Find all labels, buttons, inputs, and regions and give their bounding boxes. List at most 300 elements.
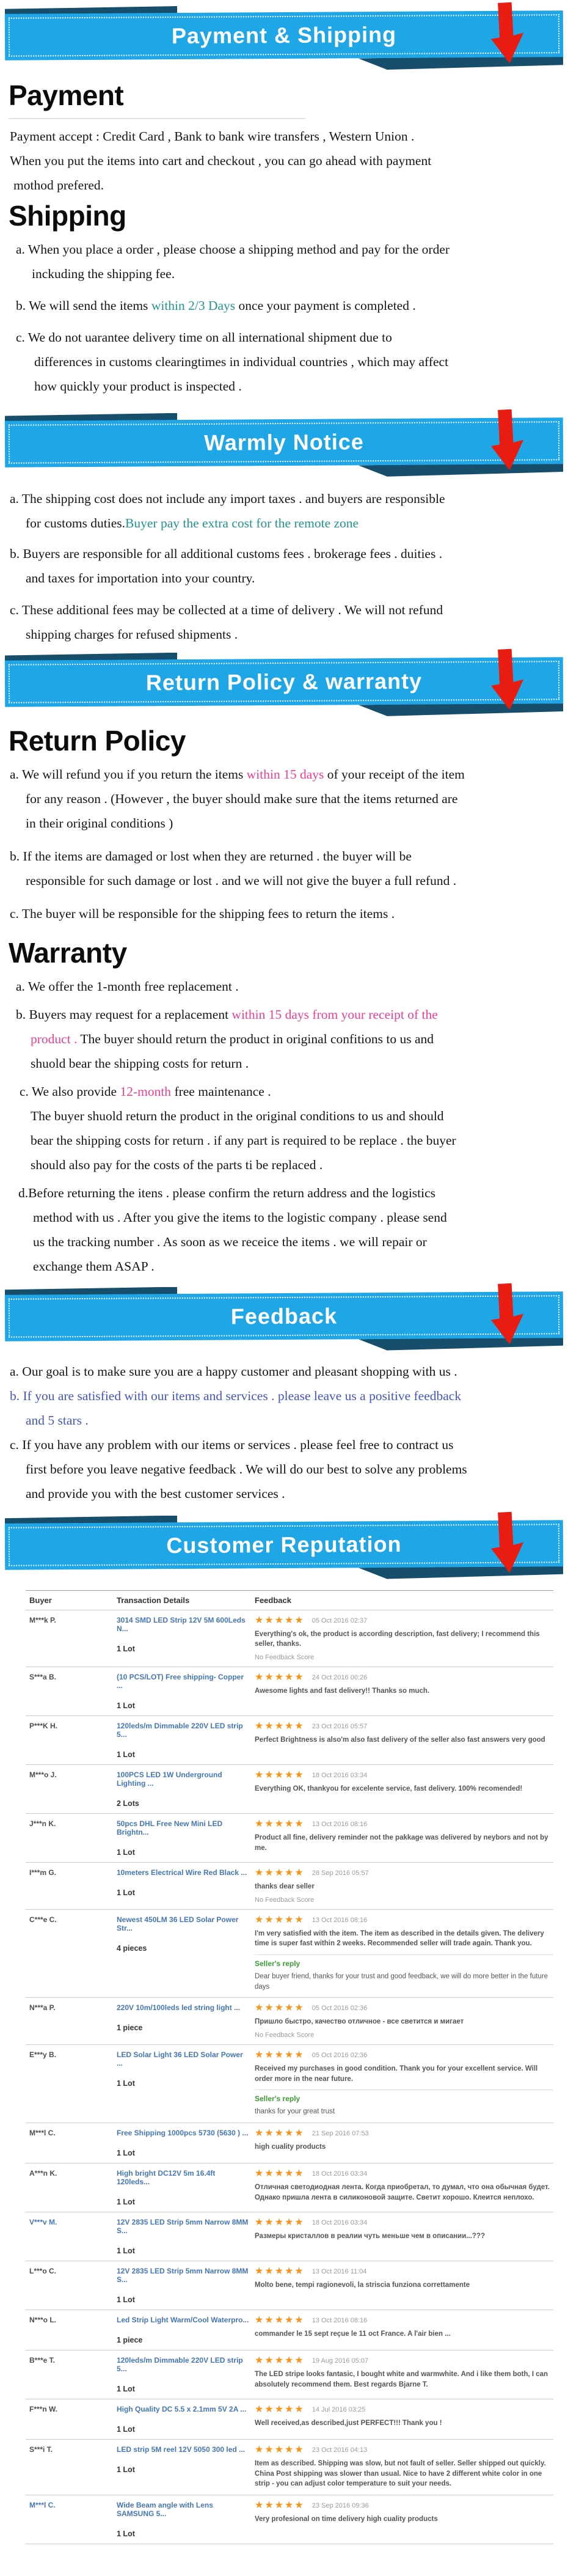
buyer-name: P***K H. bbox=[29, 1721, 58, 1730]
five-star-rating-icon: ★★★★★ bbox=[255, 2003, 305, 2014]
text-segment: a. When you place a order , please choose a shipping method and pay for the order bbox=[16, 241, 450, 257]
banner-return-policy-warranty bbox=[0, 647, 579, 717]
text-segment: c. The buyer will be responsible for the shipping fees to return the items . bbox=[10, 906, 395, 921]
product-link[interactable]: 12V 2835 LED Strip 5mm Narrow 8MM S... bbox=[117, 2266, 249, 2284]
feedback-text: high cuality products bbox=[255, 2143, 326, 2151]
order-quantity: 1 Lot bbox=[117, 2465, 135, 2474]
text-segment: b. If the items are damaged or lost when they are returned . the buyer will be bbox=[10, 848, 412, 864]
feedback-date: 18 Oct 2016 03:34 bbox=[311, 2170, 368, 2178]
text-line bbox=[0, 1254, 557, 1279]
text-line bbox=[0, 1230, 557, 1254]
text-line bbox=[0, 566, 557, 590]
text-line bbox=[0, 237, 557, 262]
heading-shipping: Shipping bbox=[9, 199, 126, 232]
text-line bbox=[0, 1104, 557, 1128]
feedback-cell bbox=[255, 2169, 553, 2206]
feedback-text: Received my purchases in good condition. Thank you for your excellent service. Will order more in the near future. bbox=[255, 2064, 538, 2083]
transaction-details-cell bbox=[117, 2356, 250, 2393]
no-feedback-score-label: No Feedback Score bbox=[255, 1653, 315, 1661]
feedback-cell bbox=[255, 2129, 553, 2157]
five-star-rating-icon: ★★★★★ bbox=[255, 1615, 305, 1626]
feedback-table-row bbox=[26, 2350, 553, 2399]
text-segment: free maintenance . bbox=[171, 1084, 271, 1099]
text-line bbox=[0, 974, 557, 999]
text-segment: differences in customs clearingtimes in individual countries , which may affect bbox=[34, 354, 449, 369]
text-segment: and 5 stars . bbox=[26, 1412, 89, 1428]
text-line bbox=[0, 1181, 557, 1205]
transaction-details-cell bbox=[117, 2129, 250, 2157]
text-line bbox=[0, 1433, 557, 1457]
order-quantity: 1 Lot bbox=[117, 2384, 135, 2393]
feedback-text: I'm very satisfied with the item. The item as described in the details given. The delivery time is super fast within 2 weeks. Recommended seller will trade again. Thank you. bbox=[255, 1929, 544, 1948]
banner-title: Payment & Shipping bbox=[171, 21, 397, 49]
buyer-name: M***l C. bbox=[29, 2500, 56, 2509]
feedback-meta bbox=[255, 2445, 553, 2455]
feedback-text: Отличная светодиодная лента. Когда приобретал, то думал, что она обычная будет. Однако пришла лента в силиконовой защите. Светит хорошо. Клеится неплохо. bbox=[255, 2183, 550, 2201]
five-star-rating-icon: ★★★★★ bbox=[255, 1914, 305, 1925]
text-line bbox=[0, 173, 557, 197]
text-line bbox=[0, 1079, 557, 1104]
feedback-text: The LED stripe looks fantasic, I bought white and warmwhite. And i like them both, I can absolutely recommend them. Best regards Bjarne T. bbox=[255, 2370, 548, 2388]
buyer-name: M***l C. bbox=[29, 2128, 56, 2137]
five-star-rating-icon: ★★★★★ bbox=[255, 2266, 305, 2277]
feedback-date: 13 Oct 2016 08:16 bbox=[311, 1820, 368, 1828]
text-line bbox=[0, 511, 557, 535]
text-segment: shuold bear the shipping costs for return . bbox=[31, 1055, 249, 1071]
five-star-rating-icon: ★★★★★ bbox=[255, 2404, 305, 2415]
text-line bbox=[0, 762, 557, 787]
feedback-meta bbox=[255, 2501, 553, 2511]
text-segment: in their original conditions ) bbox=[26, 815, 173, 831]
seller-reply-text: Dear buyer friend, thanks for your trust and good feedback, we will do more better in the future days bbox=[255, 1972, 548, 1991]
seller-reply-label: Seller's reply bbox=[255, 2094, 300, 2104]
feedback-table-row bbox=[26, 2163, 553, 2212]
feedback-cell bbox=[255, 2003, 553, 2039]
feedback-cell bbox=[255, 1722, 553, 1759]
five-star-rating-icon: ★★★★★ bbox=[255, 2314, 305, 2325]
feedback-date: 28 Sep 2016 05:57 bbox=[311, 1869, 369, 1877]
feedback-table bbox=[26, 1590, 553, 2544]
bottom-spacer bbox=[0, 2544, 579, 2576]
feedback-meta bbox=[255, 2356, 553, 2366]
text-segment: c. These additional fees may be collected at a time of delivery . We will not refund bbox=[10, 602, 443, 617]
text-line bbox=[0, 1481, 557, 1506]
product-link[interactable]: High Quality DC 5.5 x 2.1mm 5V 2A ... bbox=[117, 2404, 247, 2413]
feedback-meta bbox=[255, 2316, 553, 2325]
feedback-meta bbox=[255, 2003, 553, 2013]
five-star-rating-icon: ★★★★★ bbox=[255, 1671, 305, 1682]
text-line bbox=[0, 350, 557, 374]
buyer-name: J***n K. bbox=[29, 1819, 56, 1828]
buyer-name: L***o C. bbox=[29, 2266, 57, 2275]
banner-title: Feedback bbox=[230, 1303, 338, 1329]
product-link[interactable]: 3014 SMD LED Strip 12V 5M 600Leds N... bbox=[117, 1615, 246, 1633]
text-line bbox=[0, 486, 557, 511]
feedback-text: Everything OK, thankyou for excelente service, fast delivery. 100% recomended! bbox=[255, 1785, 523, 1793]
order-quantity: 2 Lots bbox=[117, 1799, 139, 1808]
buyer-name: S***a B. bbox=[29, 1672, 57, 1681]
transaction-details-cell bbox=[117, 1673, 250, 1710]
product-link[interactable]: 50pcs DHL Free New Mini LED Brightn... bbox=[117, 1819, 223, 1837]
feedback-table-row bbox=[26, 1910, 553, 1998]
feedback-text: Very profesional on time delivery high cuality products bbox=[255, 2515, 438, 2523]
feedback-text: thanks dear seller bbox=[255, 1882, 315, 1890]
five-star-rating-icon: ★★★★★ bbox=[255, 2444, 305, 2455]
transaction-details-cell bbox=[117, 2405, 250, 2434]
order-quantity: 1 Lot bbox=[117, 1701, 135, 1710]
transaction-details-cell bbox=[117, 1616, 250, 1661]
five-star-rating-icon: ★★★★★ bbox=[255, 2355, 305, 2366]
feedback-date: 05 Oct 2016 02:36 bbox=[311, 2005, 368, 2013]
product-link[interactable]: 120leds/m Dimmable 220V LED strip 5... bbox=[117, 1721, 243, 1739]
feedback-date: 19 Aug 2016 05:07 bbox=[311, 2357, 369, 2365]
buyer-name: V***v M. bbox=[29, 2217, 57, 2226]
feedback-meta bbox=[255, 1868, 553, 1878]
feedback-meta bbox=[255, 1673, 553, 1682]
feedback-meta bbox=[255, 2267, 553, 2277]
product-link[interactable]: 10meters Electrical Wire Red Black ... bbox=[117, 1868, 247, 1877]
feedback-meta bbox=[255, 2129, 553, 2138]
text-segment: of your receipt of the item bbox=[324, 766, 465, 782]
text-segment: for customs duties. bbox=[26, 515, 126, 530]
feedback-cell bbox=[255, 1868, 553, 1904]
order-quantity: 1 Lot bbox=[117, 2079, 135, 2088]
order-quantity: 1 piece bbox=[117, 2335, 143, 2344]
no-feedback-score-label: No Feedback Score bbox=[255, 2031, 315, 2039]
red-down-arrow-icon bbox=[486, 1508, 527, 1577]
text-segment: product . bbox=[31, 1031, 78, 1046]
feedback-table-row bbox=[26, 1814, 553, 1863]
product-link[interactable]: LED strip 5M reel 12V 5050 300 led ... bbox=[117, 2445, 246, 2454]
feedback-cell bbox=[255, 2405, 553, 2434]
no-feedback-score-label: No Feedback Score bbox=[255, 1896, 315, 1904]
banner-title: Customer Reputation bbox=[166, 1531, 402, 1558]
feedback-table-row bbox=[26, 2045, 553, 2123]
buyer-name: M***o J. bbox=[29, 1770, 57, 1779]
feedback-table-row bbox=[26, 2440, 553, 2495]
feedback-meta bbox=[255, 1915, 553, 1925]
heading-return-policy: Return Policy bbox=[9, 724, 186, 757]
text-line bbox=[0, 374, 557, 398]
text-segment: c. We do not uarantee delivery time on all international shipment due to bbox=[16, 329, 392, 345]
order-quantity: 1 Lot bbox=[117, 2148, 135, 2157]
banner-title: Return Policy & warranty bbox=[145, 668, 423, 695]
banner-payment-shipping bbox=[0, 0, 579, 71]
text-segment: 12-month bbox=[120, 1084, 172, 1099]
feedback-table-row bbox=[26, 2399, 553, 2440]
red-down-arrow-icon bbox=[486, 406, 527, 475]
feedback-table-row bbox=[26, 2123, 553, 2163]
order-quantity: 1 Lot bbox=[117, 1644, 135, 1653]
feedback-text: Everything's ok, the product is according description, fast delivery; I recommend this seller, thanks. bbox=[255, 1630, 540, 1648]
five-star-rating-icon: ★★★★★ bbox=[255, 2217, 305, 2228]
buyer-name: N***a P. bbox=[29, 2003, 56, 2013]
order-quantity: 1 Lot bbox=[117, 1750, 135, 1759]
feedback-table-row bbox=[26, 1998, 553, 2045]
text-line bbox=[0, 901, 557, 926]
text-line bbox=[0, 1359, 557, 1384]
text-segment: b. If you are satisfied with our items and services . please leave us a positive feedback bbox=[10, 1388, 462, 1403]
feedback-rows bbox=[26, 1610, 553, 2544]
feedback-text: Well received,as described,just PERFECT!!! Thank you ! bbox=[255, 2419, 442, 2427]
buyer-name: S***i T. bbox=[29, 2445, 53, 2454]
text-line bbox=[0, 1384, 557, 1408]
feedback-table-row bbox=[26, 1667, 553, 1716]
feedback-meta bbox=[255, 1771, 553, 1780]
text-segment: bear the shipping costs for return . if any part is required to be replace . the buyer bbox=[31, 1132, 456, 1148]
ribbon-bar bbox=[5, 1520, 563, 1570]
banner-title: Warmly Notice bbox=[203, 428, 364, 455]
feedback-meta bbox=[255, 2405, 553, 2415]
feedback-cell bbox=[255, 2501, 553, 2538]
order-quantity: 1 piece bbox=[117, 2024, 143, 2033]
product-link[interactable]: Free Shipping 1000pcs 5730 (5630 ) ... bbox=[117, 2128, 249, 2137]
text-line bbox=[0, 293, 557, 318]
transaction-details-cell bbox=[117, 1819, 250, 1857]
feedback-cell bbox=[255, 2050, 553, 2117]
transaction-details-cell bbox=[117, 2218, 250, 2255]
buyer-name: A***n K. bbox=[29, 2168, 57, 2178]
product-link[interactable]: (10 PCS/LOT) Free shipping- Copper ... bbox=[117, 1672, 244, 1690]
text-line bbox=[0, 1051, 557, 1076]
feedback-text: Perfect Brightness is also'm also fast delivery of the seller also fast answers very good bbox=[255, 1736, 545, 1744]
text-line bbox=[0, 844, 557, 868]
buyer-name: M***k P. bbox=[29, 1615, 56, 1624]
feedback-date: 23 Oct 2016 04:13 bbox=[311, 2446, 368, 2454]
red-down-arrow-icon bbox=[486, 645, 527, 714]
column-header-transaction-details: Transaction Details bbox=[117, 1595, 190, 1605]
order-quantity: 1 Lot bbox=[117, 2246, 135, 2255]
feedback-table-row bbox=[26, 2261, 553, 2310]
text-segment: and taxes for importation into your country. bbox=[26, 570, 255, 585]
ribbon-bar bbox=[5, 1291, 563, 1341]
feedback-meta bbox=[255, 2050, 553, 2060]
transaction-details-cell bbox=[117, 2501, 250, 2538]
feedback-date: 05 Oct 2016 02:36 bbox=[311, 2051, 368, 2059]
payment-paragraph bbox=[0, 124, 557, 197]
banner-customer-reputation bbox=[0, 1510, 579, 1580]
text-segment: within 2/3 Days bbox=[151, 298, 236, 313]
text-segment: c. We also provide bbox=[20, 1084, 120, 1099]
feedback-meta bbox=[255, 2218, 553, 2228]
product-link[interactable]: 12V 2835 LED Strip 5mm Narrow 8MM S... bbox=[117, 2217, 249, 2235]
warranty-paragraph bbox=[0, 974, 557, 1279]
text-segment: Buyer pay the extra cost for the remote zone bbox=[125, 515, 359, 530]
text-line bbox=[0, 541, 557, 566]
feedback-text: Product all fine, delivery reminder not the pakkage was delivered by neybors and not by me. bbox=[255, 1833, 548, 1852]
transaction-details-cell bbox=[117, 2003, 250, 2039]
transaction-details-cell bbox=[117, 1771, 250, 1808]
order-quantity: 1 Lot bbox=[117, 2197, 135, 2206]
order-quantity: 4 pieces bbox=[117, 1943, 147, 1953]
buyer-name: E***y B. bbox=[29, 2050, 57, 2059]
text-segment: for any reason . (However , the buyer should make sure that the items returned are bbox=[26, 791, 458, 806]
feedback-text: Пришло быстро, качество отличное - все светится и мигает bbox=[255, 2018, 464, 2026]
feedback-meta bbox=[255, 2169, 553, 2179]
transaction-details-cell bbox=[117, 1915, 250, 1992]
order-quantity: 1 Lot bbox=[117, 2295, 135, 2304]
feedback-meta bbox=[255, 1819, 553, 1829]
text-segment: and provide you with the best customer services . bbox=[26, 1486, 285, 1501]
text-line bbox=[0, 149, 557, 173]
banner-warmly-notice bbox=[0, 407, 579, 478]
text-segment: When you put the items into cart and checkout , you can go ahead with payment bbox=[10, 153, 432, 168]
transaction-details-cell bbox=[117, 2267, 250, 2304]
text-segment: The buyer should return the product in original confitions to us and bbox=[77, 1031, 434, 1046]
text-line bbox=[0, 787, 557, 811]
text-segment: a. We will refund you if you return the items bbox=[10, 766, 247, 782]
text-line bbox=[0, 1128, 557, 1153]
return-policy-paragraph bbox=[0, 762, 557, 926]
feedback-cell bbox=[255, 1819, 553, 1857]
feedback-date: 21 Sep 2016 07:53 bbox=[311, 2129, 369, 2137]
feedback-text: commander le 15 sept reçue le 11 oct France. A l'air bien ... bbox=[255, 2330, 451, 2338]
text-segment: within 15 days from your receipt of the bbox=[231, 1007, 438, 1022]
text-segment: The buyer shuold return the product in the original conditions to us and should bbox=[31, 1108, 444, 1123]
transaction-details-cell bbox=[117, 2050, 250, 2117]
shipping-paragraph bbox=[0, 237, 557, 398]
text-segment: mothod prefered. bbox=[13, 177, 104, 193]
order-quantity: 1 Lot bbox=[117, 1888, 135, 1897]
product-link[interactable]: Newest 450LM 36 LED Solar Power Str... bbox=[117, 1915, 239, 1932]
feedback-table-header bbox=[26, 1591, 553, 1610]
ribbon-bar bbox=[5, 417, 563, 468]
buyer-name: C***e C. bbox=[29, 1915, 57, 1924]
heading-payment: Payment bbox=[9, 79, 305, 119]
feedback-date: 13 Oct 2016 08:16 bbox=[311, 2316, 368, 2324]
feedback-cell bbox=[255, 1616, 553, 1661]
feedback-date: 18 Oct 2016 03:34 bbox=[311, 2218, 368, 2226]
product-link[interactable]: 100PCS LED 1W Underground Lighting ... bbox=[117, 1770, 222, 1788]
text-segment: us the tracking number . As soon as we receice the items . we will repair or bbox=[33, 1234, 427, 1249]
buyer-name: N***o L. bbox=[29, 2315, 57, 2324]
transaction-details-cell bbox=[117, 1722, 250, 1759]
feedback-table-row bbox=[26, 1765, 553, 1814]
text-segment: exchange them ASAP . bbox=[33, 1258, 155, 1274]
five-star-rating-icon: ★★★★★ bbox=[255, 2127, 305, 2138]
five-star-rating-icon: ★★★★★ bbox=[255, 1818, 305, 1829]
feedback-text: Item as described. Shipping was slow, but not fault of seller. Seller shipped out quickly. China Post shipping was slower than usual. Nice to have 2 different white color in one strip - you can adjust color temperature to suit your needs. bbox=[255, 2459, 546, 2488]
feedback-meta bbox=[255, 1616, 553, 1626]
text-segment: should also pay for the costs of the parts ti be replaced . bbox=[31, 1157, 323, 1172]
feedback-cell bbox=[255, 1771, 553, 1808]
feedback-date: 13 Oct 2016 11:04 bbox=[311, 2267, 367, 2275]
feedback-cell bbox=[255, 2218, 553, 2255]
five-star-rating-icon: ★★★★★ bbox=[255, 1720, 305, 1731]
text-segment: a. We offer the 1-month free replacement . bbox=[16, 978, 239, 994]
text-segment: how quickly your product is inspected . bbox=[34, 378, 242, 394]
warmly-notice-paragraph bbox=[0, 486, 557, 647]
ribbon-bar bbox=[5, 10, 563, 61]
feedback-paragraph bbox=[0, 1359, 557, 1506]
product-link[interactable]: Led Strip Light Warm/Cool Waterpro... bbox=[117, 2315, 249, 2324]
text-line bbox=[0, 1457, 557, 1481]
text-segment: method with us . After you give the items to the logistic company . please send bbox=[33, 1209, 447, 1225]
seller-reply bbox=[255, 1954, 553, 1992]
feedback-date: 14 Jul 2016 03:25 bbox=[311, 2405, 366, 2413]
order-quantity: 1 Lot bbox=[117, 2529, 135, 2538]
text-line bbox=[0, 1205, 557, 1230]
transaction-details-cell bbox=[117, 2169, 250, 2206]
feedback-table-row bbox=[26, 2310, 553, 2350]
feedback-cell bbox=[255, 1673, 553, 1710]
text-segment: first before you leave negative feedback . We will do our best to solve any problems bbox=[26, 1461, 467, 1477]
feedback-date: 23 Oct 2016 05:57 bbox=[311, 1722, 368, 1730]
red-down-arrow-icon bbox=[486, 1280, 527, 1349]
feedback-date: 13 Oct 2016 08:16 bbox=[311, 1916, 368, 1924]
text-segment: a. Our goal is to make sure you are a happy customer and pleasant shopping with us . bbox=[10, 1363, 457, 1379]
text-segment: within 15 days bbox=[246, 766, 324, 782]
text-segment: a. The shipping cost does not include any import taxes . and buyers are responsible bbox=[10, 491, 445, 506]
text-line bbox=[0, 124, 557, 149]
five-star-rating-icon: ★★★★★ bbox=[255, 2500, 305, 2511]
feedback-text: Размеры кристаллов в реалии чуть меньше чем в описании...??? bbox=[255, 2232, 485, 2240]
text-segment: d.Before returning the itens . please confirm the return address and the logistics bbox=[18, 1185, 436, 1200]
text-segment: c. If you have any problem with our items or services . please feel free to contract us bbox=[10, 1437, 454, 1452]
buyer-name: I***m G. bbox=[29, 1868, 57, 1877]
product-link[interactable]: High bright DC12V 5m 16.4ft 120leds... bbox=[117, 2168, 216, 2186]
feedback-cell bbox=[255, 2316, 553, 2344]
feedback-cell bbox=[255, 2267, 553, 2304]
text-line bbox=[0, 325, 557, 350]
text-segment: Payment accept : Credit Card , Bank to bank wire transfers , Western Union . bbox=[10, 128, 415, 144]
feedback-table-row bbox=[26, 2212, 553, 2261]
feedback-cell bbox=[255, 1915, 553, 1992]
feedback-table-row bbox=[26, 1610, 553, 1667]
buyer-name: B***e T. bbox=[29, 2355, 56, 2365]
seller-reply bbox=[255, 2090, 553, 2117]
text-line bbox=[0, 598, 557, 622]
product-link[interactable]: 120leds/m Dimmable 220V LED strip 5... bbox=[117, 2355, 243, 2373]
text-line bbox=[0, 1002, 557, 1027]
order-quantity: 1 Lot bbox=[117, 1848, 135, 1857]
five-star-rating-icon: ★★★★★ bbox=[255, 2049, 305, 2060]
feedback-table-row bbox=[26, 2495, 553, 2544]
product-link[interactable]: Wide Beam angle with Lens SAMSUNG 5... bbox=[117, 2500, 213, 2518]
five-star-rating-icon: ★★★★★ bbox=[255, 1769, 305, 1780]
transaction-details-cell bbox=[117, 2316, 250, 2344]
banner-feedback bbox=[0, 1281, 579, 1352]
feedback-table-row bbox=[26, 1716, 553, 1765]
five-star-rating-icon: ★★★★★ bbox=[255, 1867, 305, 1878]
text-segment: once your payment is completed . bbox=[235, 298, 416, 313]
feedback-cell bbox=[255, 2445, 553, 2489]
transaction-details-cell bbox=[117, 2445, 250, 2489]
feedback-text: Molto bene, tempi ragionevoli, la striscia funziona correttamente bbox=[255, 2281, 470, 2289]
product-link[interactable]: 220V 10m/100leds led string light ... bbox=[117, 2003, 241, 2013]
red-down-arrow-icon bbox=[486, 0, 527, 68]
text-segment: b. We will send the items bbox=[16, 298, 151, 313]
text-line bbox=[0, 1153, 557, 1177]
feedback-table-row bbox=[26, 1863, 553, 1910]
text-line bbox=[0, 622, 557, 647]
product-link[interactable]: LED Solar Light 36 LED Solar Power ... bbox=[117, 2050, 243, 2068]
feedback-date: 05 Oct 2016 02:37 bbox=[311, 1616, 368, 1624]
column-header-buyer: Buyer bbox=[29, 1595, 52, 1605]
feedback-cell bbox=[255, 2356, 553, 2393]
seller-reply-text: thanks for your great trust bbox=[255, 2108, 335, 2116]
heading-warranty: Warranty bbox=[9, 936, 127, 969]
feedback-date: 18 Oct 2016 03:34 bbox=[311, 1771, 368, 1779]
feedback-text: Awesome lights and fast delivery!! Thanks so much. bbox=[255, 1687, 430, 1695]
text-segment: b. Buyers are responsible for all additional customs fees . brokerage fees . duities . bbox=[10, 546, 443, 561]
text-segment: shipping charges for refused shipments . bbox=[26, 626, 238, 642]
column-header-feedback: Feedback bbox=[255, 1595, 291, 1605]
text-segment: b. Buyers may request for a replacement bbox=[16, 1007, 232, 1022]
text-line bbox=[0, 868, 557, 893]
seller-reply-label: Seller's reply bbox=[255, 1959, 300, 1968]
text-segment: inckuding the shipping fee. bbox=[32, 266, 175, 281]
